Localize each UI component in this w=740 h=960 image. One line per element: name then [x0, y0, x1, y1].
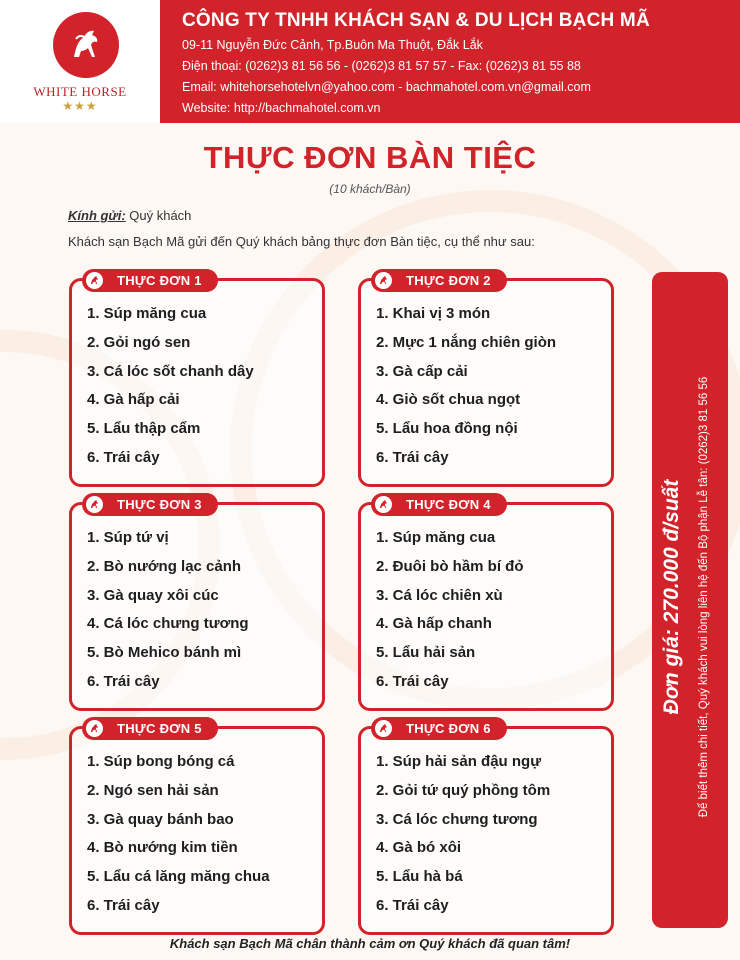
menu-item: 2. Đuôi bò hầm bí đỏ [376, 557, 524, 575]
menu-item: 3. Gà quay xôi cúc [87, 586, 219, 604]
menu-item: 6. Trái cây [87, 448, 160, 466]
menu-title: THỰC ĐƠN 4 [406, 497, 491, 512]
menu-item: 1. Súp măng cua [87, 305, 207, 322]
horse-icon [86, 496, 103, 513]
menu-item: 3. Cá lóc chiên xù [376, 586, 503, 604]
horse-icon [86, 720, 103, 737]
greeting-label: Kính gửi: [68, 208, 126, 223]
menu-tag [371, 269, 507, 292]
horse-icon [375, 496, 392, 513]
menu-item: 2. Gỏi ngó sen [87, 333, 191, 351]
horse-icon [375, 720, 392, 737]
menu-card-3 [69, 497, 325, 711]
contact-note: Để biết thêm chi tiết, Quý khách vui lòng liên hệ đến Bộ phận Lễ tân: (0262)3 81 56 56 [698, 376, 710, 818]
header-banner [0, 0, 740, 123]
horse-icon [375, 272, 392, 289]
menu-item: 1. Súp măng cua [376, 529, 496, 546]
menu-item: 6. Trái cây [376, 448, 449, 466]
menu-item: 2. Gỏi tứ quý phồng tôm [376, 781, 551, 799]
menu-title: THỰC ĐƠN 1 [117, 273, 202, 288]
price-label: Đơn giá: 270.000 đ/suất [660, 479, 683, 715]
menu-item: 2. Bò nướng lạc cảnh [87, 557, 242, 575]
menu-item: 1. Khai vị 3 món [376, 305, 491, 322]
menu-item: 6. Trái cây [87, 896, 160, 914]
horse-icon [86, 272, 103, 289]
menu-items [376, 748, 550, 921]
menu-item: 3. Cá lóc chưng tương [376, 810, 538, 828]
menu-card-4 [358, 497, 614, 711]
menu-item: 5. Lẩu hải sản [376, 644, 476, 662]
page-subtitle: (10 khách/Bàn) [329, 182, 411, 196]
menu-items [376, 300, 556, 473]
menu-item: 4. Gà hấp chanh [376, 615, 492, 633]
menu-item: 6. Trái cây [376, 672, 449, 690]
menu-item: 6. Trái cây [87, 672, 160, 690]
menu-item: 1. Súp hải sản đậu ngự [376, 753, 542, 770]
menu-item: 5. Lẩu hoa đồng nội [376, 420, 518, 438]
menu-card-1 [69, 273, 325, 487]
menu-item: 6. Trái cây [376, 896, 449, 914]
menu-item: 4. Gà hấp cải [87, 391, 180, 409]
menu-item: 4. Giò sốt chua ngọt [376, 391, 521, 409]
menu-tag [371, 493, 507, 516]
company-name: CÔNG TY TNHH KHÁCH SẠN & DU LỊCH BẠCH MÃ [182, 10, 650, 31]
menu-tag [82, 717, 218, 740]
menu-item: 4. Cá lóc chưng tương [87, 615, 249, 633]
menu-item: 3. Cá lóc sốt chanh dây [87, 362, 254, 380]
menu-item: 5. Lẩu cá lăng măng chua [87, 868, 270, 886]
menu-items [87, 748, 270, 921]
company-address: 09-11 Nguyễn Đức Cảnh, Tp.Buôn Ma Thuột, Đắk Lắk [182, 38, 483, 52]
menu-item: 2. Ngó sen hải sản [87, 781, 219, 799]
menu-item: 1. Súp tứ vị [87, 529, 169, 546]
footer-thanks: Khách sạn Bạch Mã chân thành cảm ơn Quý khách đã quan tâm! [169, 936, 571, 951]
price-panel [652, 272, 728, 928]
hotel-logo [0, 0, 160, 123]
menu-title: THỰC ĐƠN 2 [406, 273, 491, 288]
menu-items [376, 524, 524, 697]
menu-item: 5. Lẩu thập cẩm [87, 420, 201, 438]
menu-items [87, 524, 249, 697]
menu-tag [371, 717, 507, 740]
menu-item: 3. Gà quay bánh bao [87, 810, 234, 828]
menu-title: THỰC ĐƠN 6 [406, 721, 491, 736]
menu-title: THỰC ĐƠN 5 [117, 721, 202, 736]
menu-tag [82, 269, 218, 292]
white-horse-icon [53, 12, 119, 78]
menu-item: 5. Bò Mehico bánh mì [87, 644, 242, 662]
menu-item: 3. Gà cấp cải [376, 362, 468, 380]
menu-card-2 [358, 273, 614, 487]
intro-text: Khách sạn Bạch Mã gửi đến Quý khách bảng thực đơn Bàn tiệc, cụ thể như sau: [68, 234, 535, 249]
logo-wordmark: WHITE HORSE [33, 84, 127, 99]
star-rating: ★★★ [62, 99, 98, 113]
menu-title: THỰC ĐƠN 3 [117, 497, 202, 512]
menu-items [87, 300, 254, 473]
company-email: Email: whitehorsehotelvn@yahoo.com - bachmahotel.com.vn@gmail.com [182, 80, 591, 94]
menu-item: 5. Lẩu hà bá [376, 868, 463, 886]
menu-item: 4. Bò nướng kim tiền [87, 839, 238, 857]
menu-item: 2. Mực 1 nắng chiên giòn [376, 333, 557, 351]
menu-item: 4. Gà bó xôi [376, 839, 462, 857]
menu-card-6 [358, 721, 614, 935]
greeting [68, 208, 191, 223]
greeting-recipient: Quý khách [125, 208, 192, 223]
company-phone: Điện thoại: (0262)3 81 56 56 - (0262)3 81 57 57 - Fax: (0262)3 81 55 88 [182, 59, 581, 73]
company-website: Website: http://bachmahotel.com.vn [182, 101, 381, 115]
menu-tag [82, 493, 218, 516]
page-title: THỰC ĐƠN BÀN TIỆC [203, 140, 537, 175]
menu-item: 1. Súp bong bóng cá [87, 753, 235, 770]
menu-card-5 [69, 721, 325, 935]
